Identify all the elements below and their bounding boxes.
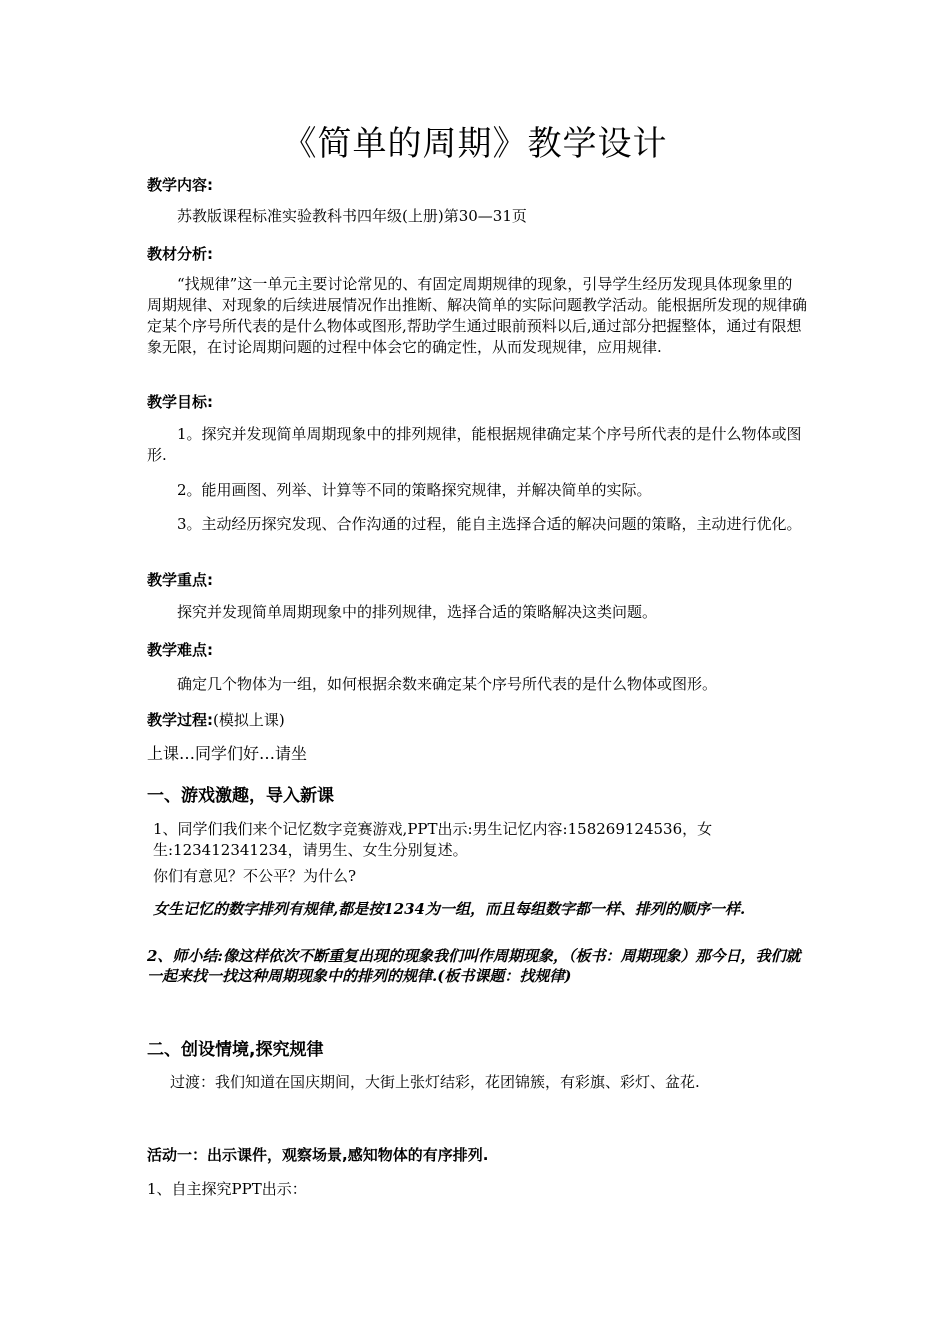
teaching-process-note: (模拟上课) bbox=[213, 711, 285, 729]
teaching-process-title: 教学过程: bbox=[147, 711, 213, 729]
teaching-content-label: 教学内容: bbox=[147, 176, 213, 194]
activity-1-paragraph-1: 1、自主探究PPT出示： bbox=[147, 1180, 307, 1198]
teaching-goals-label: 教学目标: bbox=[147, 393, 213, 411]
teaching-content-text: 苏教版课程标准实验教科书四年级(上册)第30—31页 bbox=[177, 207, 527, 225]
part-1-paragraph-2: 你们有意见？不公平？为什么? bbox=[153, 867, 357, 885]
key-point-label: 教学重点: bbox=[147, 571, 213, 589]
activity-1-title: 活动一：出示课件，观察场景,感知物体的有序排列. bbox=[147, 1146, 489, 1164]
document-title: 《简单的周期》教学设计 bbox=[282, 124, 668, 164]
greeting-text: 上课…同学们好…请坐 bbox=[147, 744, 308, 763]
part-2-title: 二、创设情境,探究规律 bbox=[147, 1040, 324, 1060]
part-1-title: 一、游戏激趣，导入新课 bbox=[147, 786, 334, 806]
goal-1: 1。探究并发现简单周期现象中的排列规律，能根据规律确定某个序号所代表的是什么物体或图形. bbox=[147, 425, 802, 464]
key-point-text: 探究并发现简单周期现象中的排列规律，选择合适的策略解决这类问题。 bbox=[177, 603, 658, 621]
difficulty-label: 教学难点: bbox=[147, 641, 213, 659]
part-1-paragraph-3: 女生记忆的数字排列有规律,都是按1234为一组，而且每组数字都一样、排列的顺序一样. bbox=[153, 900, 746, 918]
material-analysis-label: 教材分析: bbox=[147, 245, 213, 263]
material-analysis-text: “找规律”这一单元主要讨论常见的、有固定周期规律的现象，引导学生经历发现具体现象里的周期规律、对现象的后续进展情况作出推断、解决简单的实际问题教学活动。能根据所发现的规律确定某个序号所代表的是什么物体或图形,帮助学生通过眼前预料以后,通过部分把握整体，通过有限想象无限，在讨论周期问题的过程中体会它的确定性，从而发现规律，应用规律. bbox=[147, 275, 808, 356]
difficulty-text: 确定几个物体为一组，如何根据余数来确定某个序号所代表的是什么物体或图形。 bbox=[177, 675, 718, 693]
goal-2: 2。能用画图、列举、计算等不同的策略探究规律，并解决简单的实际。 bbox=[177, 481, 652, 499]
teaching-process-label bbox=[147, 709, 285, 730]
goal-3: 3。主动经历探究发现、合作沟通的过程，能自主选择合适的解决问题的策略，主动进行优化。 bbox=[177, 515, 802, 533]
part-1-paragraph-1: 1、同学们我们来个记忆数字竞赛游戏,PPT出示:男生记忆内容:158269124536，女生:123412341234，请男生、女生分别复述。 bbox=[153, 820, 713, 859]
part-2-paragraph-1: 过渡：我们知道在国庆期间，大街上张灯结彩，花团锦簇，有彩旗、彩灯、盆花. bbox=[170, 1073, 700, 1091]
part-1-summary: 2、师小结:像这样依次不断重复出现的现象我们叫作周期现象，（板书：周期现象）那今日，我们就一起来找一找这种周期现象中的排列的规律.(板书课题：找规律) bbox=[147, 947, 801, 985]
